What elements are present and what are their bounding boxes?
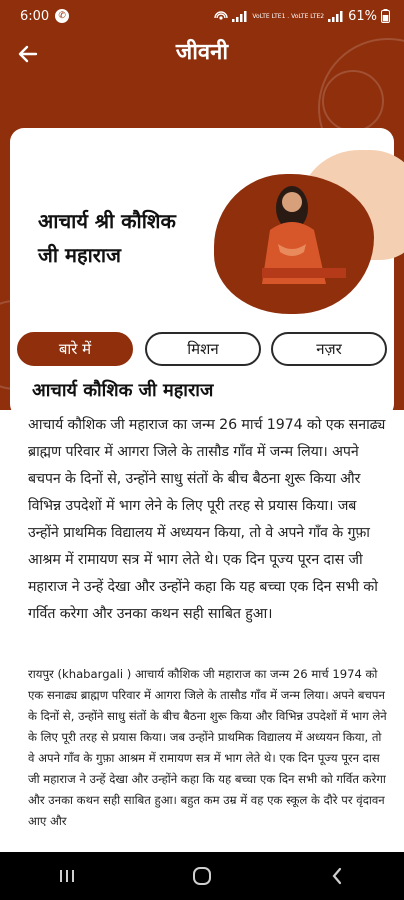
- profile-name-line2: जी महाराज: [38, 243, 121, 267]
- hotspot-icon: [214, 10, 228, 22]
- tab-mission[interactable]: मिशन: [145, 332, 261, 366]
- app-bar: [0, 32, 404, 74]
- recents-button[interactable]: [47, 856, 87, 896]
- battery-icon: [381, 9, 390, 23]
- article-paragraph-small: रायपुर (khabargali ) आचार्य कौशिक जी महाराज का जन्म 26 मार्च 1974 को एक सनाढ्य ब्राह्मण परिवार में आगरा जिले के तासौड गाँव में जन्म लिया। अपने बचपन के दिनों से, उन्होंने साधु संतों के बीच बैठना शुरू किया और विभिन्न उपदेशों में भाग लेने के लिए पूरी तरह से प्रयास किया। जब उन्होंने प्राथमिक विद्यालय में अध्ययन किया, तो वे अपने गाँव के गुफ़ा आश्रम में रामायण सत्र में भाग लेते थे। एक दिन पूज्य पूरन दास जी महाराज ने उन्हें देखा और उन्होंने कहा कि यह बच्चा एक दिन सभी को गर्वित करेगा और उनका कथन सही साबित हुआ। बहुत कम उम्र में वह एक स्कूल के दौरे पर वृंदावन आए और: [28, 667, 387, 828]
- signal-icon: [232, 11, 248, 22]
- profile-name: [38, 204, 218, 272]
- home-button[interactable]: [182, 856, 222, 896]
- status-time: 6:00: [20, 8, 50, 24]
- back-chevron-icon: [330, 867, 344, 885]
- article-title: आचार्य कौशिक जी महाराज: [28, 376, 217, 404]
- system-nav-bar: [0, 852, 404, 900]
- home-icon: [192, 866, 212, 886]
- decorative-ring: [322, 70, 384, 132]
- article-paragraph-large: आचार्य कौशिक जी महाराज का जन्म 26 मार्च 1974 को एक सनाढ्य ब्राह्मण परिवार में आगरा जिले के तासौड गाँव में जन्म लिया। अपने बचपन के दिनों से, उन्होंने साधु संतों के बीच बैठना शुरू किया और विभिन्न उपदेशों में भाग लेने के लिए पूरी तरह से प्रयास किया। जब उन्होंने प्राथमिक विद्यालय में अध्ययन किया, तो वे अपने गाँव के गुफ़ा आश्रम में रामायण सत्र में भाग लेते थे। एक दिन पूज्य पूरन दास जी महाराज ने उन्हें देखा और उन्होंने कहा कि यह बच्चा एक दिन सभी को गर्वित करेगा और उनका कथन सही साबित हुआ।: [28, 417, 386, 622]
- page-title: जीवनी: [175, 40, 229, 65]
- article-content: [0, 374, 404, 852]
- portrait-image: [242, 174, 352, 284]
- tab-vision[interactable]: नज़र: [271, 332, 387, 366]
- call-icon: ✆: [55, 9, 69, 23]
- network-label: VoLTE LTE1 . VoLTE LTE2: [252, 12, 325, 20]
- system-back-button[interactable]: [317, 856, 357, 896]
- signal-icon: [328, 11, 344, 22]
- tab-about[interactable]: बारे में: [17, 332, 133, 366]
- tab-bar: [17, 332, 389, 368]
- status-bar: [0, 0, 404, 32]
- profile-name-line1: आचार्य श्री कौशिक: [38, 209, 176, 233]
- battery-percent: 61%: [348, 8, 377, 24]
- recents-icon: [58, 868, 76, 884]
